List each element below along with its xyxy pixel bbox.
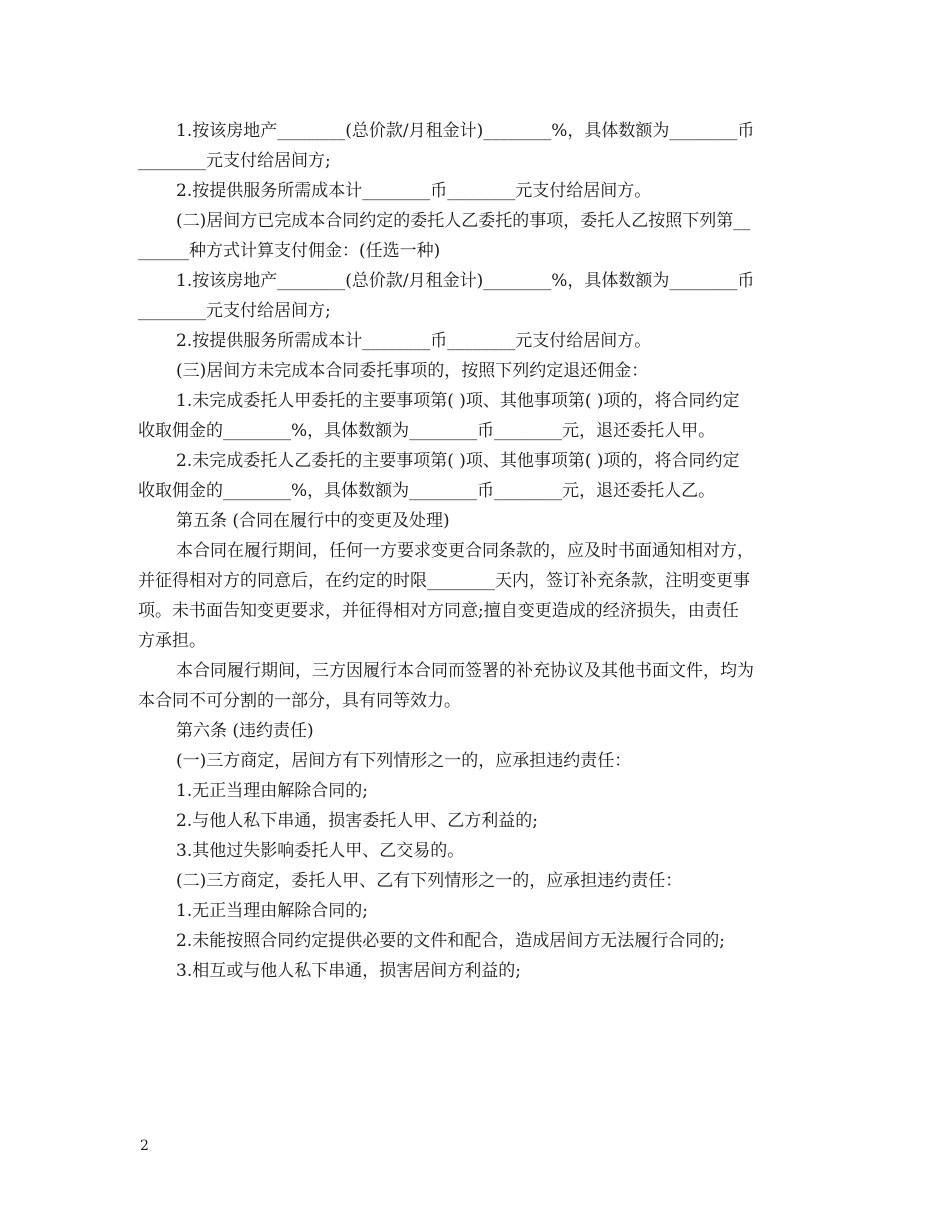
text-line: 本合同不可分割的一部分，具有同等效力。 (138, 691, 461, 711)
text-line: 2.未能按照合同约定提供必要的文件和配合，造成居间方无法履行合同的; (176, 931, 725, 951)
text-line: (二)居间方已完成本合同约定的委托人乙委托的事项，委托人乙按照下列第__ (176, 211, 751, 231)
text-line: ________元支付给居间方; (138, 301, 331, 321)
text-line: ______种方式计算支付佣金：(任选一种) (138, 241, 441, 261)
text-line: 1.按该房地产________(总价款/月租金计)________%，具体数额为________币 (176, 271, 755, 291)
text-line: (一)三方商定，居间方有下列情形之一的，应承担违约责任： (176, 751, 632, 771)
section-heading: 第五条 (合同在履行中的变更及处理) (176, 511, 450, 531)
text-line: 1.未完成委托人甲委托的主要事项第( )项、其他事项第( )项的，将合同约定 (176, 391, 740, 411)
text-line: 本合同履行期间，三方因履行本合同而签署的补充协议及其他书面文件，均为 (176, 661, 754, 681)
page-number: 2 (140, 1138, 149, 1154)
text-line: (二)三方商定，委托人甲、乙有下列情形之一的，应承担违约责任： (176, 871, 683, 891)
text-line: (三)居间方未完成本合同委托事项的，按照下列约定退还佣金： (176, 361, 649, 381)
text-line: 2.未完成委托人乙委托的主要事项第( )项、其他事项第( )项的，将合同约定 (176, 451, 740, 471)
text-line: 1.无正当理由解除合同的; (176, 781, 368, 801)
text-line: 1.按该房地产________(总价款/月租金计)________%，具体数额为________币 (176, 121, 755, 141)
text-line: 3.其他过失影响委托人甲、乙交易的。 (176, 841, 465, 861)
text-line: 2.与他人私下串通，损害委托人甲、乙方利益的; (176, 811, 538, 831)
text-line: 1.无正当理由解除合同的; (176, 901, 368, 921)
text-line: 项。未书面告知变更要求，并征得相对方同意;擅自变更造成的经济损失，由责任 (138, 601, 739, 621)
text-line: 2.按提供服务所需成本计________币________元支付给居间方。 (176, 181, 652, 201)
text-line: 本合同在履行期间，任何一方要求变更合同条款的，应及时书面通知相对方， (176, 541, 754, 561)
text-line: 收取佣金的________%，具体数额为________币________元，退还委托人乙。 (138, 481, 716, 501)
document-body (138, 116, 812, 986)
section-heading: 第六条 (违约责任) (176, 721, 314, 741)
text-line: 方承担。 (138, 631, 206, 651)
text-line: 并征得相对方的同意后，在约定的时限________天内，签订补充条款，注明变更事 (138, 571, 750, 591)
text-line: 收取佣金的________%，具体数额为________币________元，退还委托人甲。 (138, 421, 716, 441)
text-line: ________元支付给居间方; (138, 151, 331, 171)
text-line: 2.按提供服务所需成本计________币________元支付给居间方。 (176, 331, 652, 351)
text-line: 3.相互或与他人私下串通，损害居间方利益的; (176, 961, 521, 981)
